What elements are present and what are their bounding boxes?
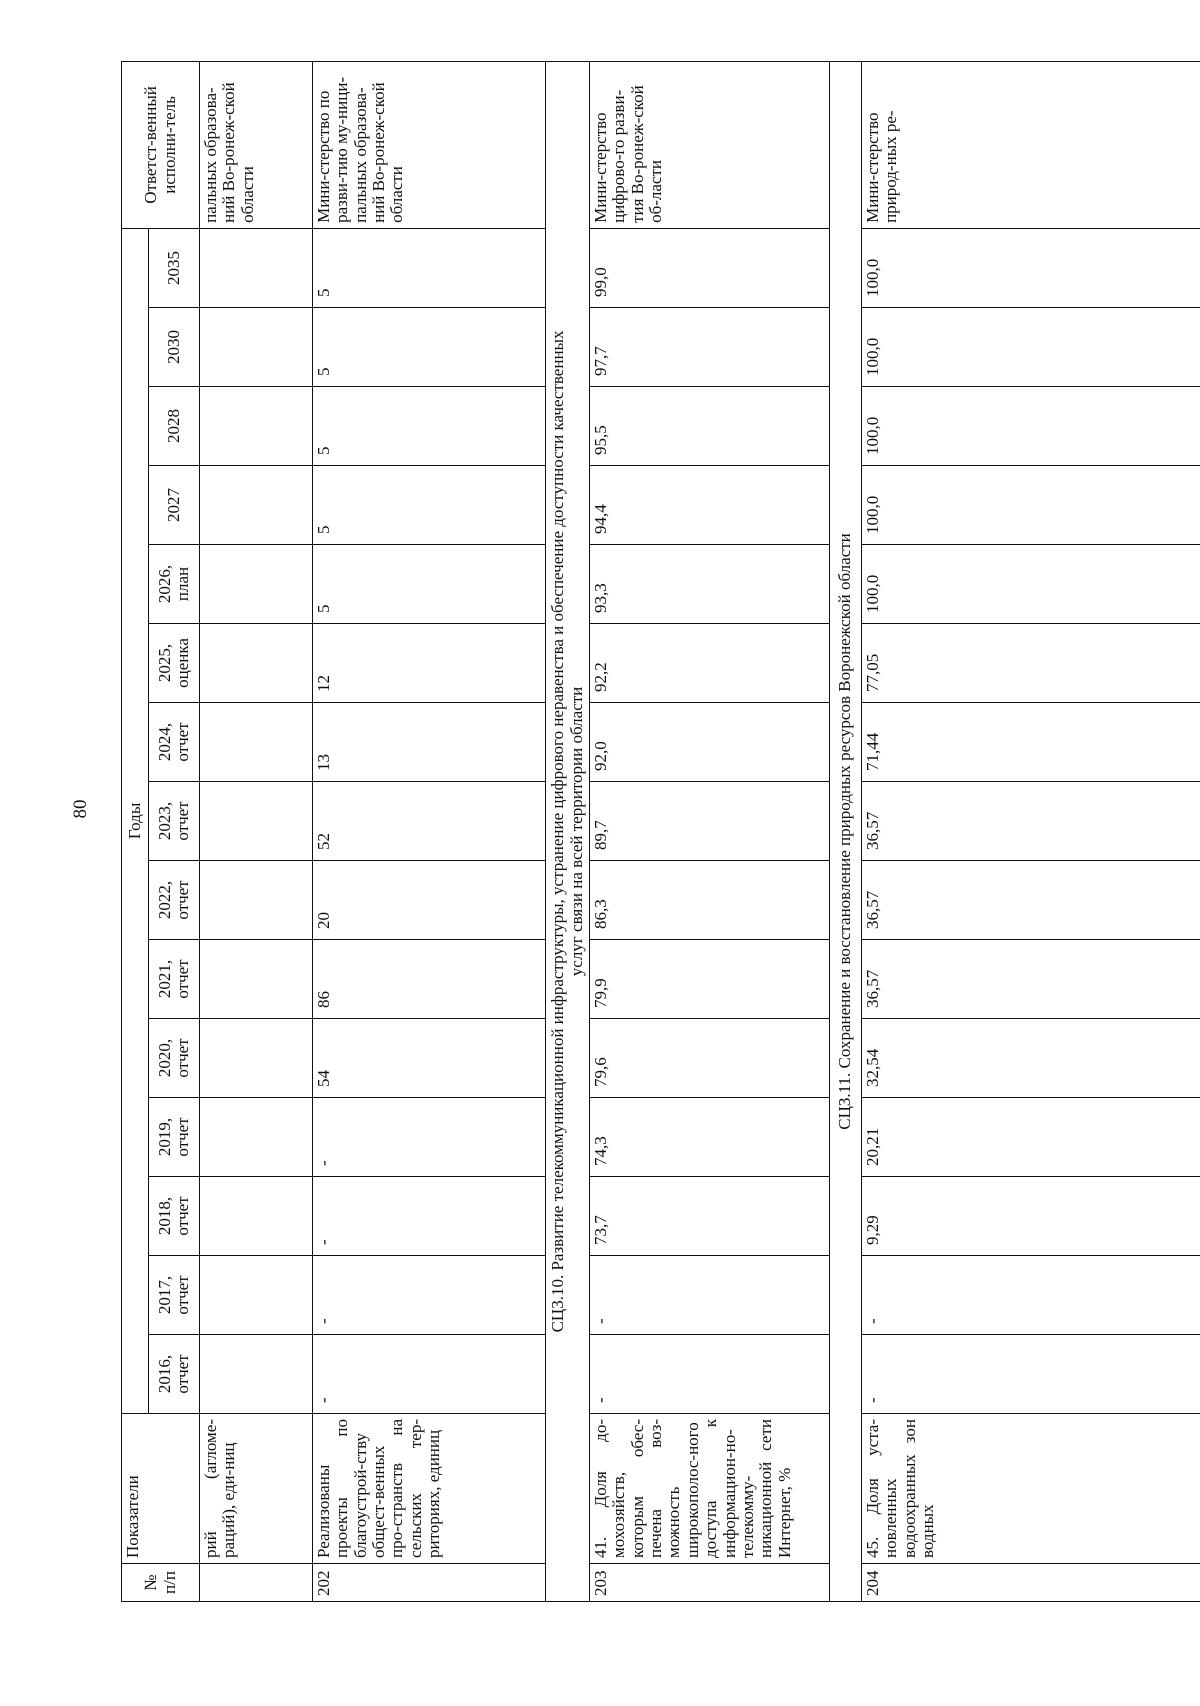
header-year: 2026, план [149,545,200,624]
value-cell: - [313,1335,546,1414]
indicator-cell: Реализованы проекты по благоустрой-ству общест-венных про-странств на сельских тер-риториях, единиц [313,1414,546,1564]
value-cell: 100,0 [862,228,1200,307]
value-cell [200,1098,313,1177]
value-cell [200,228,313,307]
header-year: 2020, отчет [149,1019,200,1098]
value-cell: 79,9 [590,940,830,1019]
value-cell [200,703,313,782]
value-cell: - [313,1177,546,1256]
indicator-cell: 41. Доля до-мохозяйств, которым обес-печена воз-можность широкополос-ного доступа к информацион-но-телекомму-никационной сети Интернет, % [590,1414,830,1564]
value-cell: - [313,1098,546,1177]
value-cell [200,308,313,387]
value-cell: 5 [313,387,546,466]
value-cell [200,861,313,940]
header-year: 2016, отчет [149,1335,200,1414]
value-cell [200,1177,313,1256]
value-cell: 92,2 [590,624,830,703]
header-year: 2023, отчет [149,782,200,861]
value-cell: 12 [313,624,546,703]
value-cell [200,1019,313,1098]
responsible-cell: Мини-стерство по разви-тию му-ници-пальных образова-ний Во-ронеж-ской области [313,61,546,228]
header-year: 2027 [149,466,200,545]
value-cell [200,782,313,861]
value-cell: 89,7 [590,782,830,861]
value-cell: 36,57 [862,782,1200,861]
value-cell: 32,54 [862,1019,1200,1098]
section-heading: СЦ3.11. Сохранение и восстановление природных ресурсов Воронежской области [835,533,855,1130]
value-cell: 93,3 [590,545,830,624]
value-cell: 5 [313,308,546,387]
value-cell: 100,0 [862,308,1200,387]
table-row [862,61,1200,1601]
value-cell: 20,21 [862,1098,1200,1177]
header-responsible: Ответст-венный исполни-тель [122,61,200,228]
value-cell: 9,29 [862,1177,1200,1256]
value-cell: 99,0 [590,228,830,307]
page-number: 80 [70,799,91,819]
value-cell: 77,05 [862,624,1200,703]
value-cell: 5 [313,545,546,624]
value-cell [200,545,313,624]
indicator-cell: 45. Доля уста-новленных водоохранных зон водных [862,1414,1200,1564]
value-cell: 94,4 [590,466,830,545]
value-cell [200,1335,313,1414]
header-year: 2021, отчет [149,940,200,1019]
value-cell [200,1256,313,1335]
value-cell [200,466,313,545]
value-cell: 97,7 [590,308,830,387]
value-cell: 5 [313,228,546,307]
responsible-cell: пальных образова-ний Во-ронеж-ской области [200,61,313,228]
table-row [590,61,830,1601]
header-num: № п/п [122,1564,200,1602]
section-row [546,61,590,1601]
header-year: 2018, отчет [149,1177,200,1256]
row-number: 202 [313,1564,546,1602]
header-year: 2022, отчет [149,861,200,940]
value-cell: 86,3 [590,861,830,940]
value-cell [200,624,313,703]
header-year: 2028 [149,387,200,466]
header-indicator: Показатели [122,1414,200,1564]
value-cell: 13 [313,703,546,782]
indicator-cell: рий (агломе-раций), еди-ниц [200,1414,313,1564]
header-year: 2019, отчет [149,1098,200,1177]
value-cell: 36,57 [862,861,1200,940]
section-row [830,61,862,1601]
value-cell [200,387,313,466]
row-number: 204 [862,1564,1200,1602]
row-number [200,1564,313,1602]
value-cell: - [862,1335,1200,1414]
header-year: 2025, оценка [149,624,200,703]
header-year: 2035 [149,228,200,307]
table-row [200,61,313,1601]
value-cell: 92,0 [590,703,830,782]
value-cell: 20 [313,861,546,940]
header-row-year-labels [149,61,200,1601]
responsible-cell: Мини-стерство цифрово-го разви-тия Во-ронеж-ской об-ласти [590,61,830,228]
value-cell: 71,44 [862,703,1200,782]
value-cell: 100,0 [862,387,1200,466]
header-year: 2024, отчет [149,703,200,782]
header-year: 2030 [149,308,200,387]
value-cell: 74,3 [590,1098,830,1177]
header-year: 2017, отчет [149,1256,200,1335]
value-cell: 5 [313,466,546,545]
value-cell: 100,0 [862,466,1200,545]
value-cell: 36,57 [862,940,1200,1019]
header-years-group: Годы [122,228,149,1413]
section-heading: СЦ3.10. Развитие телекоммуникационной инфраструктуры, устранение цифрового неравенства и обеспечение доступности качественных услуг связи на всей территории области [548,330,586,1333]
value-cell: 79,6 [590,1019,830,1098]
value-cell: - [313,1256,546,1335]
value-cell: - [590,1256,830,1335]
value-cell: 52 [313,782,546,861]
rotated-document [121,62,1200,1602]
value-cell: 86 [313,940,546,1019]
value-cell: 54 [313,1019,546,1098]
value-cell: - [862,1256,1200,1335]
row-number: 203 [590,1564,830,1602]
value-cell: - [590,1335,830,1414]
header-row-years [122,61,149,1601]
value-cell: 95,5 [590,387,830,466]
value-cell [200,940,313,1019]
value-cell: 73,7 [590,1177,830,1256]
value-cell: 100,0 [862,545,1200,624]
table-row [313,61,546,1601]
indicators-table [121,61,1200,1602]
responsible-cell: Мини-стерство природ-ных ре- [862,61,1200,228]
